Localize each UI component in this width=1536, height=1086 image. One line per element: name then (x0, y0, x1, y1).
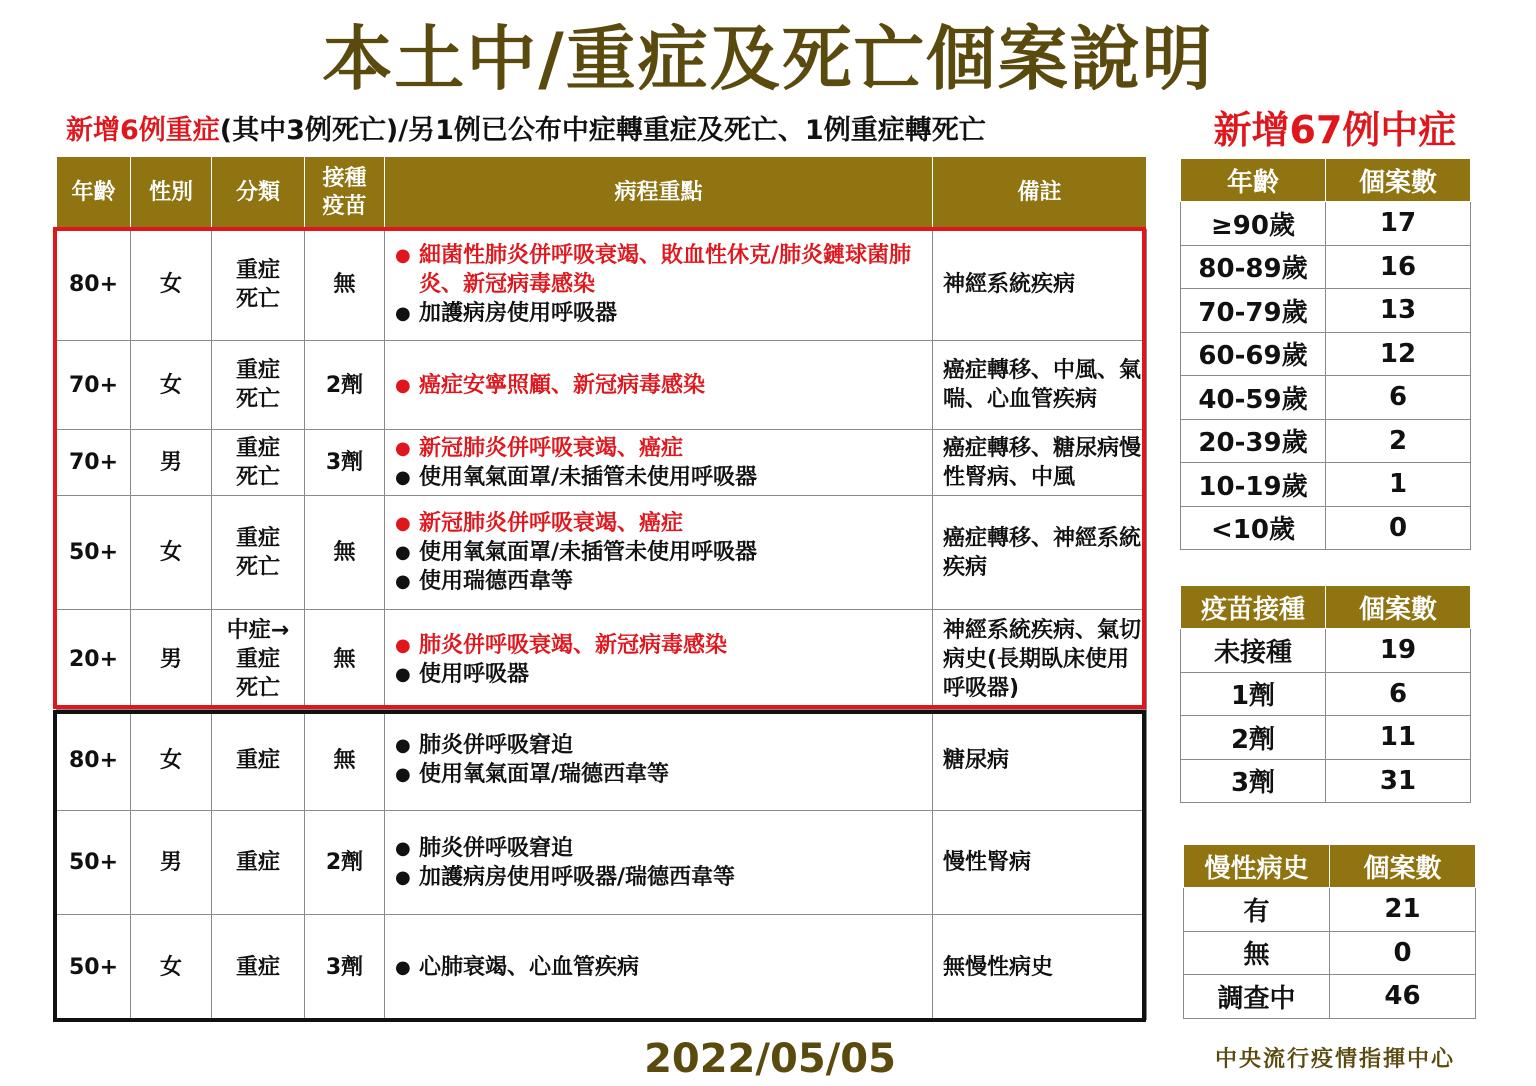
table-row (1184, 931, 1476, 975)
subtitle-detail: (其中3例死亡)/另1例已公布中症轉重症及死亡、1例重症轉死亡 (219, 115, 986, 146)
course-item: ● 使用瑞德西韋等 (395, 567, 930, 596)
case-table-header (57, 157, 1147, 229)
cell-sex: 女 (131, 341, 212, 430)
chronic-table-header-count: 個案數 (1330, 845, 1476, 888)
header-vaccine: 接種 疫苗 (305, 157, 385, 229)
row-count: 13 (1326, 289, 1471, 333)
table-row (57, 710, 1147, 811)
row-count: 16 (1326, 245, 1471, 289)
row-count: 12 (1326, 332, 1471, 376)
cell-category: 重症 (212, 710, 305, 811)
subtitle-new-severe: 新增6例重症 (66, 115, 220, 146)
vaccine-table-header-dose: 疫苗接種 (1181, 586, 1326, 629)
side-title: 新增67例中症 (1213, 108, 1457, 152)
cell-sex: 女 (131, 915, 212, 1020)
course-item: ● 肺炎併呼吸窘迫 (395, 834, 930, 863)
row-count: 1 (1326, 463, 1471, 507)
row-label: 3劑 (1181, 759, 1326, 803)
row-label: ≥90歲 (1181, 202, 1326, 246)
table-row (1181, 759, 1471, 803)
cell-age: 80+ (57, 229, 131, 341)
row-label: 2劑 (1181, 716, 1326, 760)
course-item: ● 肺炎併呼吸窘迫 (395, 731, 930, 760)
header-note: 備註 (933, 157, 1147, 229)
age-table-header-count: 個案數 (1326, 159, 1471, 202)
row-label: <10歲 (1181, 506, 1326, 550)
cell-sex: 男 (131, 811, 212, 915)
table-row (1181, 289, 1471, 333)
cell-vaccine: 無 (305, 710, 385, 811)
cell-course (385, 229, 933, 341)
table-row (1181, 419, 1471, 463)
cell-category: 重症死亡 (212, 229, 305, 341)
course-item: ● 心肺衰竭、心血管疾病 (395, 953, 930, 982)
header-category: 分類 (212, 157, 305, 229)
age-table-header-age: 年齡 (1181, 159, 1326, 202)
course-item: ● 癌症安寧照顧、新冠病毒感染 (395, 371, 930, 400)
row-label: 10-19歲 (1181, 463, 1326, 507)
header-age: 年齡 (57, 157, 131, 229)
cell-note: 糖尿病 (933, 710, 1147, 811)
course-item: ● 細菌性肺炎併呼吸衰竭、敗血性休克/肺炎鏈球菌肺炎、新冠病毒感染 (395, 241, 930, 299)
course-item: ● 肺炎併呼吸衰竭、新冠病毒感染 (395, 631, 930, 660)
row-label: 未接種 (1181, 629, 1326, 673)
cell-category: 重症 (212, 811, 305, 915)
page-title: 本土中/重症及死亡個案說明 (322, 18, 1214, 100)
cell-note: 慢性腎病 (933, 811, 1147, 915)
row-label: 調查中 (1184, 975, 1330, 1019)
row-count: 21 (1330, 888, 1476, 932)
organization-name: 中央流行疫情指揮中心 (1215, 1047, 1456, 1072)
row-count: 6 (1326, 376, 1471, 420)
table-row (1181, 716, 1471, 760)
row-label: 20-39歲 (1181, 419, 1326, 463)
row-count: 2 (1326, 419, 1471, 463)
cell-note: 神經系統疾病 (933, 229, 1147, 341)
cell-note: 無慢性病史 (933, 915, 1147, 1020)
cell-category: 重症死亡 (212, 496, 305, 610)
table-row (1181, 463, 1471, 507)
cell-vaccine: 2劑 (305, 341, 385, 430)
row-count: 19 (1326, 629, 1471, 673)
cell-vaccine: 3劑 (305, 430, 385, 496)
age-table (1180, 158, 1471, 550)
cell-note: 癌症轉移、糖尿病慢性腎病、中風 (933, 430, 1147, 496)
row-count: 11 (1326, 716, 1471, 760)
cell-category: 中症→重症死亡 (212, 610, 305, 710)
table-row (1181, 506, 1471, 550)
cell-sex: 女 (131, 496, 212, 610)
table-row (1181, 376, 1471, 420)
row-label: 70-79歲 (1181, 289, 1326, 333)
cell-course (385, 915, 933, 1020)
cell-course (385, 341, 933, 430)
course-item: ● 新冠肺炎併呼吸衰竭、癌症 (395, 434, 930, 463)
row-count: 31 (1326, 759, 1471, 803)
cell-course (385, 610, 933, 710)
course-item: ● 新冠肺炎併呼吸衰竭、癌症 (395, 509, 930, 538)
cell-note: 神經系統疾病、氣切病史(長期臥床使用呼吸器) (933, 610, 1147, 710)
course-item: ● 使用氧氣面罩/瑞德西韋等 (395, 760, 930, 789)
cell-course (385, 710, 933, 811)
course-item: ● 加護病房使用呼吸器/瑞德西韋等 (395, 863, 930, 892)
subtitle (66, 112, 1156, 150)
header-sex: 性別 (131, 157, 212, 229)
cell-sex: 女 (131, 710, 212, 811)
cell-vaccine: 無 (305, 496, 385, 610)
row-label: 60-69歲 (1181, 332, 1326, 376)
case-table (56, 156, 1147, 1020)
row-label: 1劑 (1181, 672, 1326, 716)
cell-age: 50+ (57, 496, 131, 610)
cell-category: 重症死亡 (212, 341, 305, 430)
cell-age: 50+ (57, 811, 131, 915)
cell-course (385, 430, 933, 496)
row-count: 6 (1326, 672, 1471, 716)
cell-sex: 男 (131, 610, 212, 710)
table-row (57, 229, 1147, 341)
cell-age: 50+ (57, 915, 131, 1020)
vaccine-table-header-count: 個案數 (1326, 586, 1471, 629)
course-item: ● 使用氧氣面罩/未插管未使用呼吸器 (395, 463, 930, 492)
row-count: 0 (1330, 931, 1476, 975)
table-row (1181, 202, 1471, 246)
row-count: 0 (1326, 506, 1471, 550)
cell-sex: 男 (131, 430, 212, 496)
table-row (1181, 629, 1471, 673)
table-row (57, 430, 1147, 496)
cell-sex: 女 (131, 229, 212, 341)
cell-age: 70+ (57, 341, 131, 430)
table-row (1184, 975, 1476, 1019)
table-row (57, 496, 1147, 610)
cell-course (385, 496, 933, 610)
table-row (1181, 332, 1471, 376)
vaccine-table (1180, 585, 1471, 803)
cell-vaccine: 無 (305, 610, 385, 710)
course-item: ● 加護病房使用呼吸器 (395, 299, 930, 328)
row-label: 有 (1184, 888, 1330, 932)
chronic-table-header-history: 慢性病史 (1184, 845, 1330, 888)
table-row (57, 610, 1147, 710)
cell-vaccine: 3劑 (305, 915, 385, 1020)
header-course: 病程重點 (385, 157, 933, 229)
cell-age: 70+ (57, 430, 131, 496)
row-count: 17 (1326, 202, 1471, 246)
row-label: 40-59歲 (1181, 376, 1326, 420)
table-row (1181, 672, 1471, 716)
row-label: 80-89歲 (1181, 245, 1326, 289)
cell-age: 20+ (57, 610, 131, 710)
cell-note: 癌症轉移、中風、氣喘、心血管疾病 (933, 341, 1147, 430)
table-row (57, 811, 1147, 915)
report-date: 2022/05/05 (644, 1036, 896, 1082)
cell-note: 癌症轉移、神經系統疾病 (933, 496, 1147, 610)
table-row (57, 915, 1147, 1020)
cell-category: 重症死亡 (212, 430, 305, 496)
table-row (1184, 888, 1476, 932)
cell-age: 80+ (57, 710, 131, 811)
cell-course (385, 811, 933, 915)
table-row (57, 341, 1147, 430)
table-row (1181, 245, 1471, 289)
chronic-table (1183, 844, 1476, 1019)
cell-vaccine: 2劑 (305, 811, 385, 915)
row-label: 無 (1184, 931, 1330, 975)
course-item: ● 使用氧氣面罩/未插管未使用呼吸器 (395, 538, 930, 567)
row-count: 46 (1330, 975, 1476, 1019)
cell-category: 重症 (212, 915, 305, 1020)
cell-vaccine: 無 (305, 229, 385, 341)
course-item: ● 使用呼吸器 (395, 660, 930, 689)
